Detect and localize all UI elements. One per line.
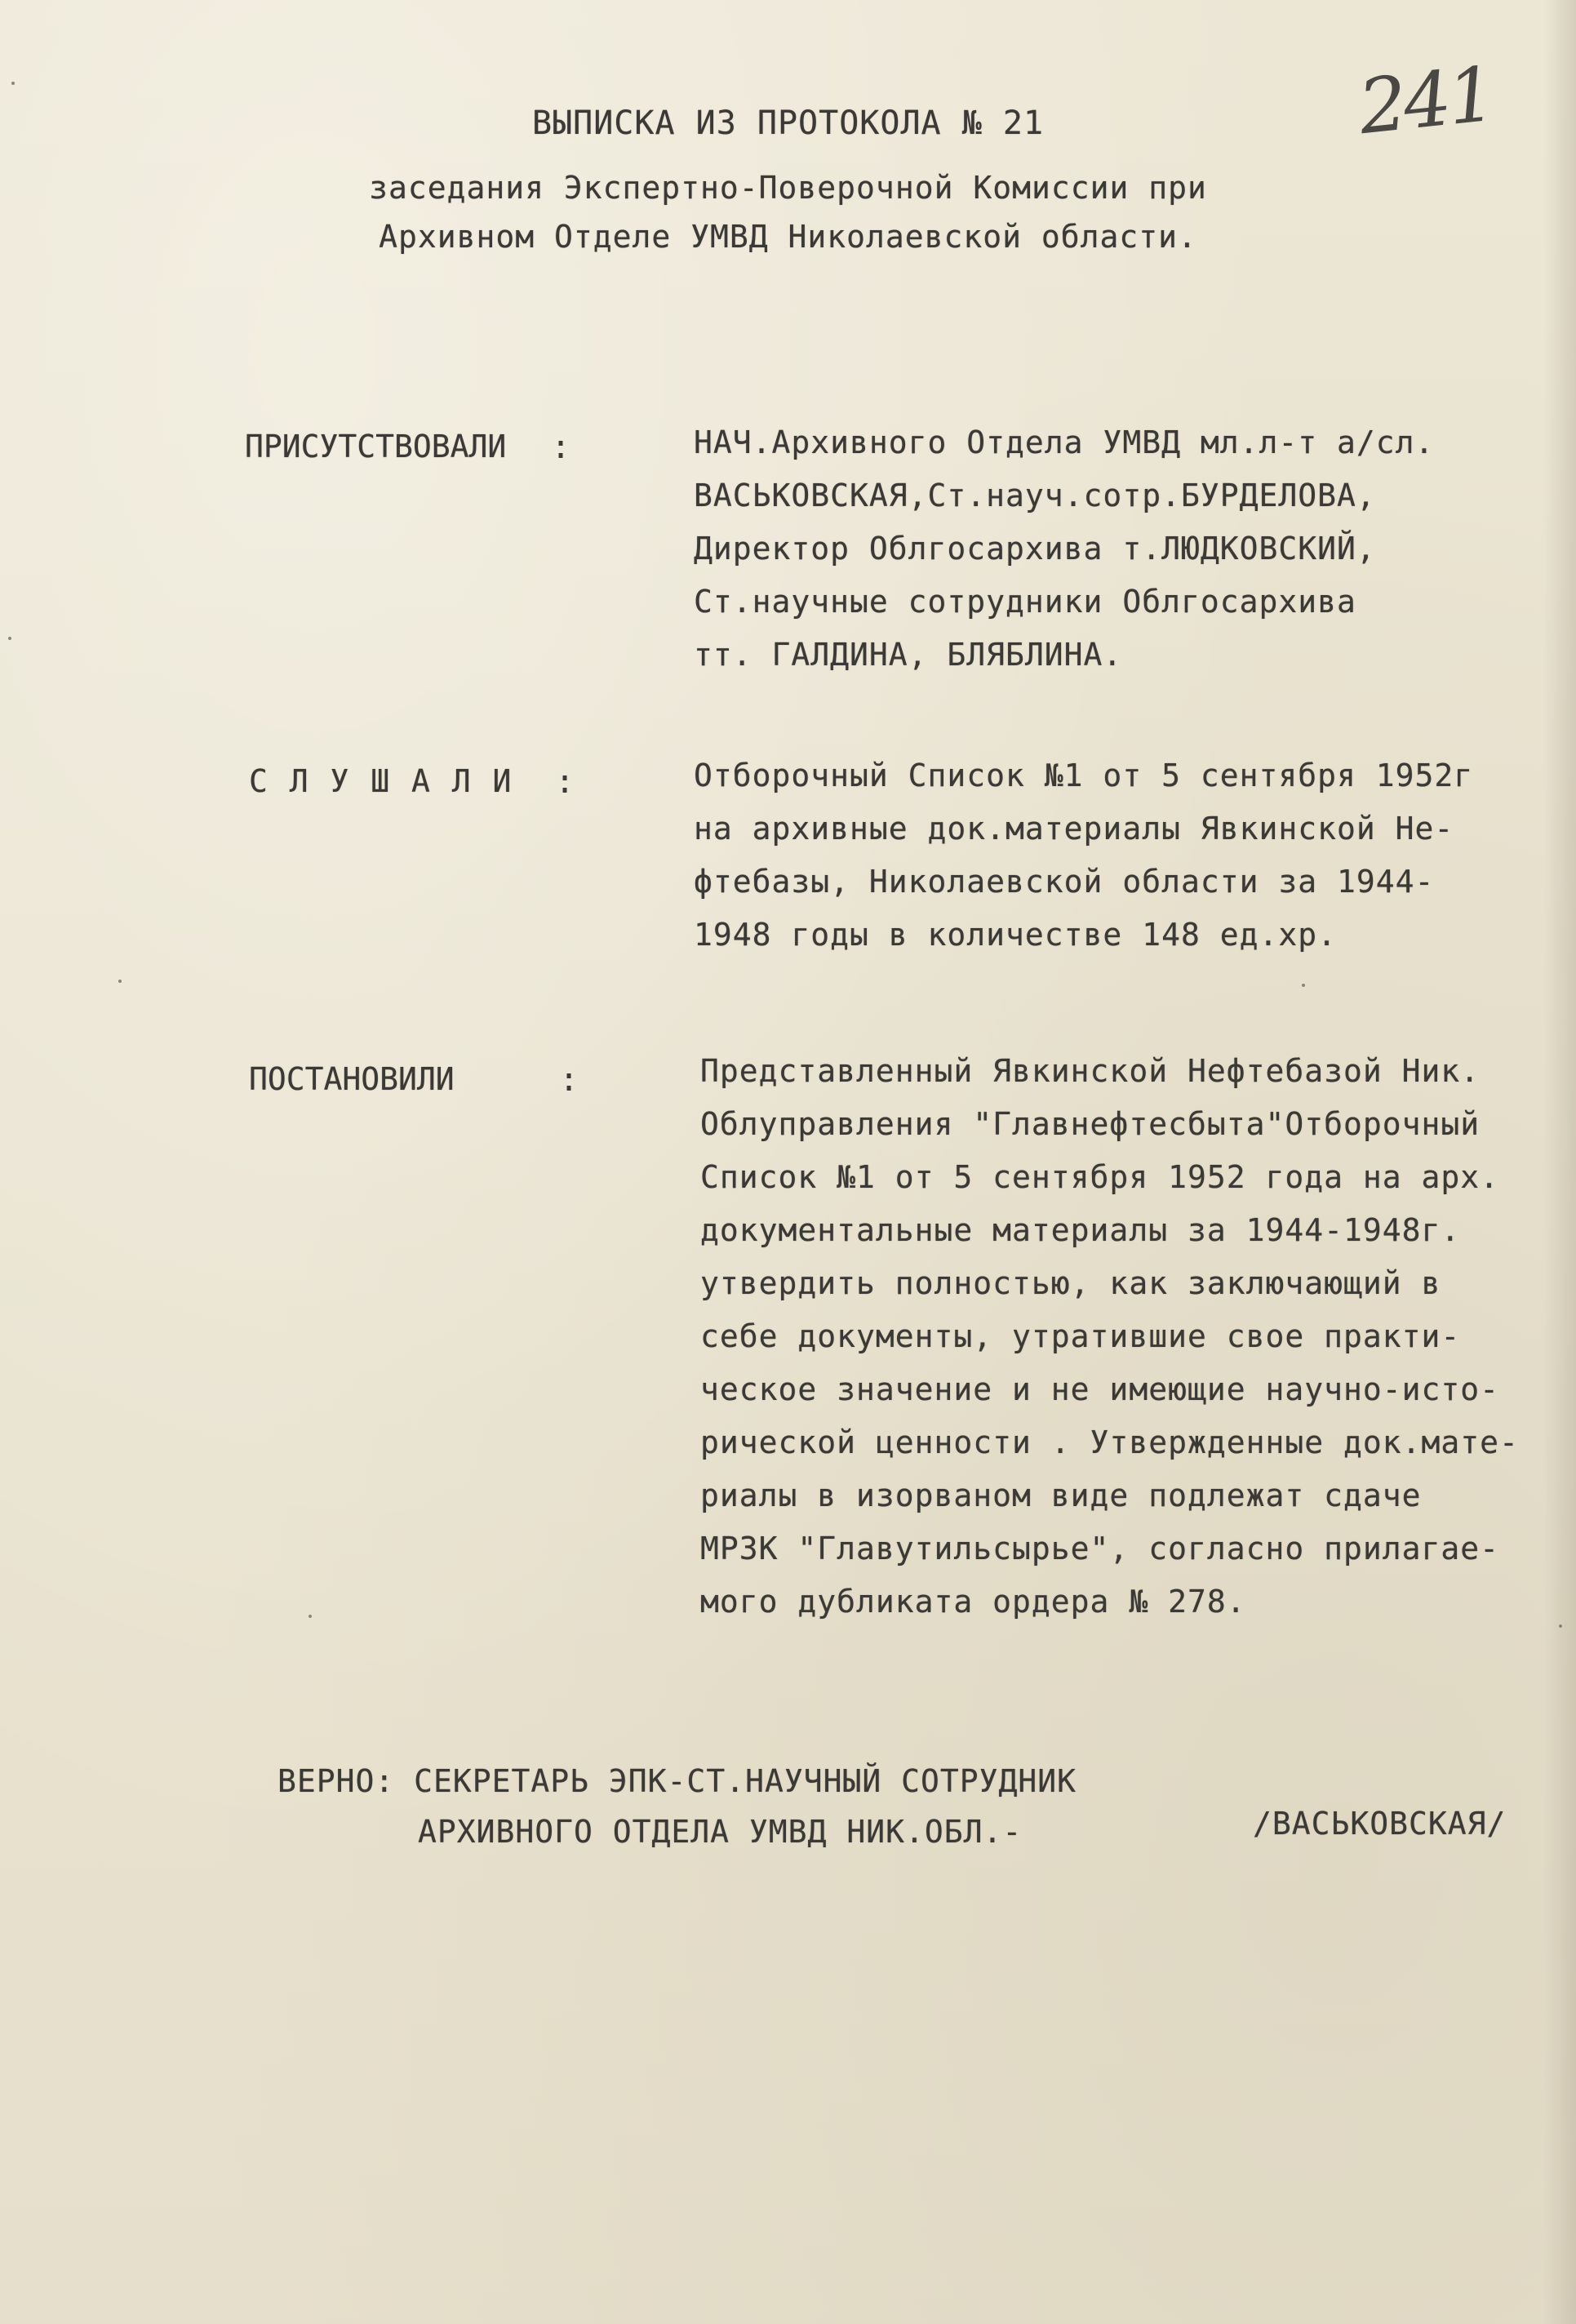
page-edge-shadow (1543, 0, 1576, 2324)
signature-name: /ВАСЬКОВСКАЯ/ (1253, 1806, 1507, 1842)
resolved-line: Представленный Явкинской Нефтебазой Ник. (700, 1053, 1481, 1089)
handwritten-archive-number: 241 (1354, 50, 1497, 152)
certification-line-2: АРХИВНОГО ОТДЕЛА УМВД НИК.ОБЛ.- (418, 1814, 1023, 1850)
resolved-line: ческое значение и не имеющие научно-исто- (700, 1371, 1499, 1407)
present-colon: : (551, 429, 571, 466)
resolved-line: Облуправления "Главнефтесбыта"Отборочный (700, 1106, 1481, 1142)
resolved-line: мого дубликата ордера № 278. (700, 1584, 1246, 1620)
document-title: ВЫПИСКА ИЗ ПРОТОКОЛА № 21 (531, 104, 1045, 142)
paper-speck (309, 1615, 312, 1618)
paper-speck (1302, 984, 1305, 987)
paper-speck (118, 980, 122, 983)
present-text-block (694, 416, 1434, 682)
heard-label: С Л У Ш А Л И (249, 763, 513, 799)
present-label: ПРИСУТСТВОВАЛИ (245, 429, 507, 464)
resolved-label: ПОСТАНОВИЛИ (249, 1061, 455, 1097)
resolved-line: риалы в изорваном виде подлежат сдаче (700, 1477, 1422, 1513)
heard-line: на архивные док.материалы Явкинской Не- (694, 811, 1454, 847)
present-line: Ст.научные сотрудники Облгосархива (694, 584, 1356, 620)
paper-speck (11, 82, 15, 85)
heard-line: Отборочный Список №1 от 5 сентября 1952г (694, 758, 1474, 793)
resolved-line: себе документы, утратившие свое практи- (700, 1318, 1461, 1354)
heard-colon: : (555, 763, 575, 801)
present-line: НАЧ.Архивного Отдела УМВД мл.л-т а/сл. (694, 424, 1435, 460)
resolved-line: рической ценности . Утвержденные док.мате- (700, 1424, 1519, 1460)
present-line: тт. ГАЛДИНА, БЛЯБЛИНА. (694, 637, 1123, 673)
resolved-line: Список №1 от 5 сентября 1952 года на арх. (700, 1159, 1499, 1195)
document-subtitle-line-2: Архивном Отделе УМВД Николаевской области. (379, 219, 1197, 255)
paper-speck (8, 637, 11, 640)
resolved-line: утвердить полностью, как заключающий в (700, 1265, 1441, 1301)
present-line: Директор Облгосархива т.ЛЮДКОВСКИЙ, (694, 531, 1376, 567)
document-subtitle-line-1: заседания Экспертно-Поверочной Комиссии при (369, 170, 1207, 206)
heard-line: 1948 годы в количестве 148 ед.хр. (694, 917, 1337, 953)
heard-text-block (694, 749, 1473, 962)
present-line: ВАСЬКОВСКАЯ,Ст.науч.сотр.БУРДЕЛОВА, (694, 478, 1376, 513)
resolved-text-block (700, 1045, 1519, 1629)
certification-line-1: ВЕРНО: СЕКРЕТАРЬ ЭПК-СТ.НАУЧНЫЙ СОТРУДНИК (277, 1763, 1077, 1799)
heard-line: фтебазы, Николаевской области за 1944- (694, 864, 1435, 900)
resolved-line: документальные материалы за 1944-1948г. (700, 1212, 1461, 1248)
paper-speck (1559, 1624, 1562, 1628)
resolved-line: МРЗК "Главутильсырье", согласно прилагае- (700, 1531, 1499, 1566)
resolved-colon: : (559, 1061, 579, 1099)
